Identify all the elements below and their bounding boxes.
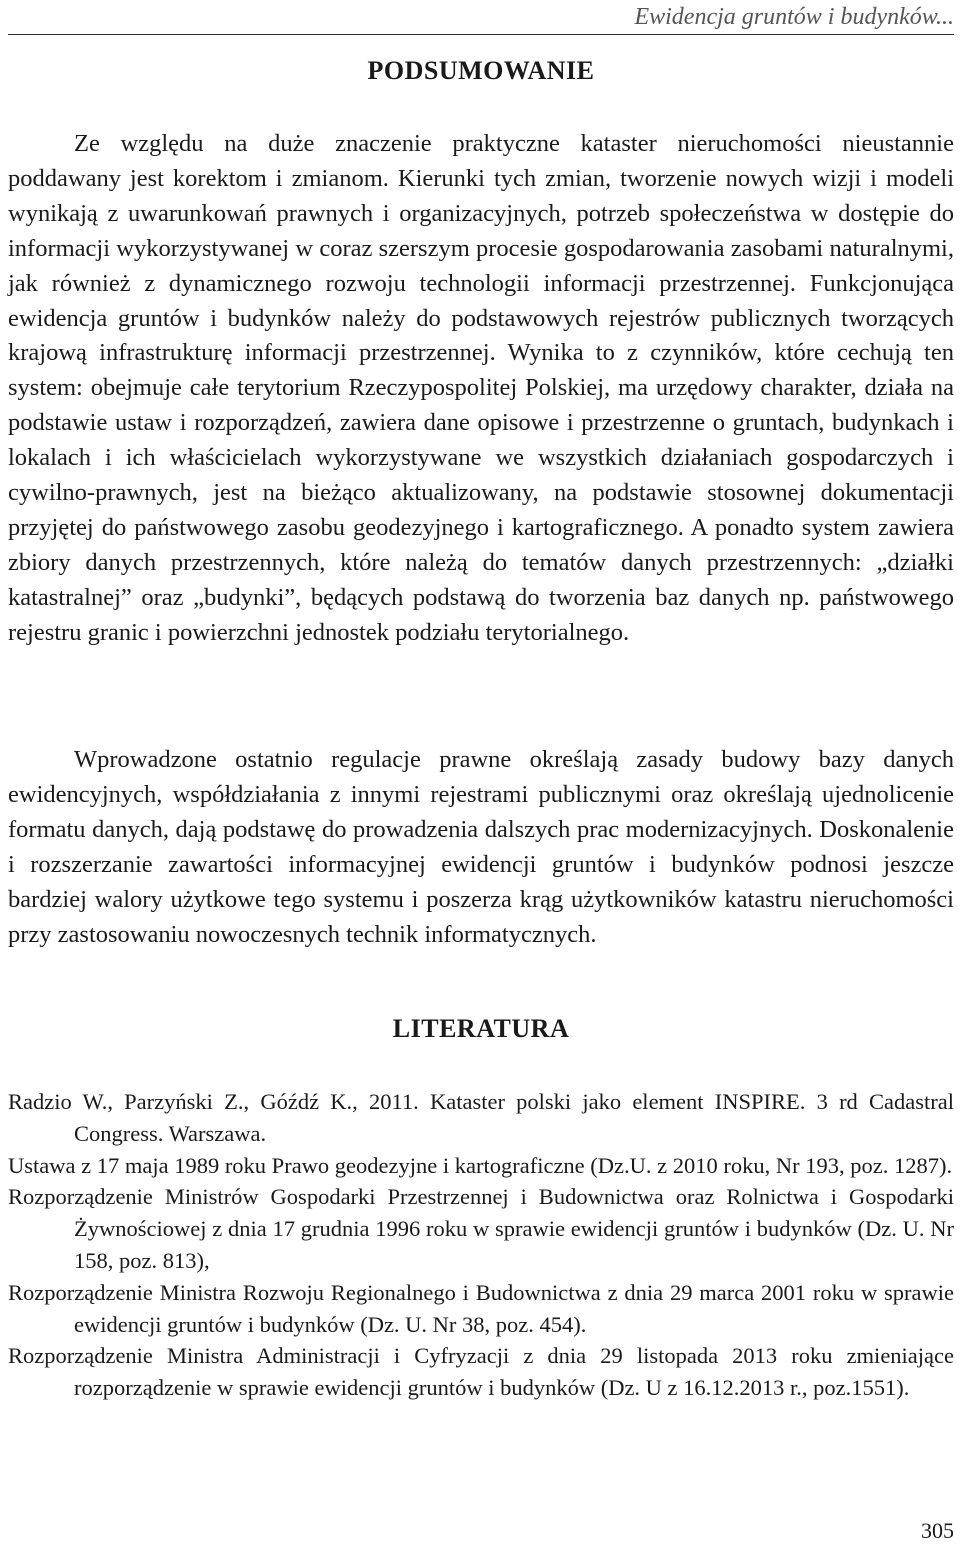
section-title-literature: LITERATURA <box>392 1014 570 1043</box>
summary-paragraph: Ze względu na duże znaczenie praktyczne kataster nieruchomości nieustannie poddawany jest korektom i zmianom. Kierunki tych zmian, tworzenie nowych wizji i modeli wynikają z uwarunkowań prawnych i organizacyjnych, potrzeb społeczeństwa w dostępie do informacji wykorzystywanej w coraz szerszym procesie gospodarowania zasobami naturalnymi, jak również z dynamicznego rozwoju technologii informacji przestrzennej. Funkcjonująca ewidencja gruntów i budynków należy do podstawowych rejestrów publicznych tworzących krajową infrastrukturę informacji przestrzennej. Wynika to z czynników, które cechują ten system: obejmuje całe terytorium Rzeczypospolitej Polskiej, ma urzędowy charakter, działa na podstawie ustaw i rozporządzeń, zawiera dane opisowe i przestrzenne o gruntach, budynkach i lokalach i ich właścicielach wykorzystywane we wszystkich działaniach gospodarczych i cywilno-prawnych, jest na bieżąco aktualizowany, na podstawie stosownej dokumentacji przyjętej do państwowego zasobu geodezyjnego i kartograficznego. A ponadto system zawiera zbiory danych przestrzennych, które należą do tematów danych przestrzennych: „działki katastralnej” oraz „budynki”, będących podstawą do tworzenia baz danych np. państwowego rejestru granic i powierzchni jednostek podziału terytorialnego. <box>8 130 954 646</box>
summary-paragraph: Wprowadzone ostatnio regulacje prawne określają zasady budowy bazy danych ewidencyjnych, współdziałania z innymi rejestrami publicznymi oraz określają ujednolicenie formatu danych, dają podstawę do prowadzenia dalszych prac modernizacyjnych. Doskonalenie i rozszerzanie zawartości informacyjnej ewidencji gruntów i budynków podnosi jeszcze bardziej walory użytkowe tego systemu i poszerza krąg użytkowników katastru nieruchomości przy zastosowaniu nowoczesnych technik informatycznych. <box>8 746 954 948</box>
reference-item: Rozporządzenie Ministrów Gospodarki Przestrzennej i Budownictwa oraz Rolnictwa i Gospodarki Żywnościowej z dnia 17 grudnia 1996 roku w sprawie ewidencji gruntów i budynków (Dz. U. Nr 158, poz. 813), <box>8 1184 954 1273</box>
reference-item: Ustawa z 17 maja 1989 roku Prawo geodezyjne i kartograficzne (Dz.U. z 2010 roku, Nr 193, poz. 1287). <box>8 1152 953 1178</box>
reference-list <box>8 1086 954 1404</box>
document-page <box>8 0 954 1557</box>
running-header: Ewidencja gruntów i budynków... <box>634 4 954 30</box>
reference-item: Rozporządzenie Ministra Rozwoju Regionalnego i Budownictwa z dnia 29 marca 2001 roku w sprawie ewidencji gruntów i budynków (Dz. U. Nr 38, poz. 454). <box>8 1279 954 1337</box>
section-title-summary: PODSUMOWANIE <box>367 56 595 85</box>
reference-item: Radzio W., Parzyński Z., Góźdź K., 2011. Kataster polski jako element INSPIRE. 3 rd Cadastral Congress. Warszawa. <box>8 1089 954 1146</box>
reference-item: Rozporządzenie Ministra Administracji i Cyfryzacji z dnia 29 listopada 2013 roku zmieniające rozporządzenie w sprawie ewidencji gruntów i budynków (Dz. U z 16.12.2013 r., poz.1551). <box>8 1343 954 1401</box>
summary-paragraph-2-block <box>8 743 954 952</box>
summary-paragraph-1-block <box>8 127 954 651</box>
header-rule <box>8 34 954 35</box>
page-number: 305 <box>921 1518 954 1543</box>
